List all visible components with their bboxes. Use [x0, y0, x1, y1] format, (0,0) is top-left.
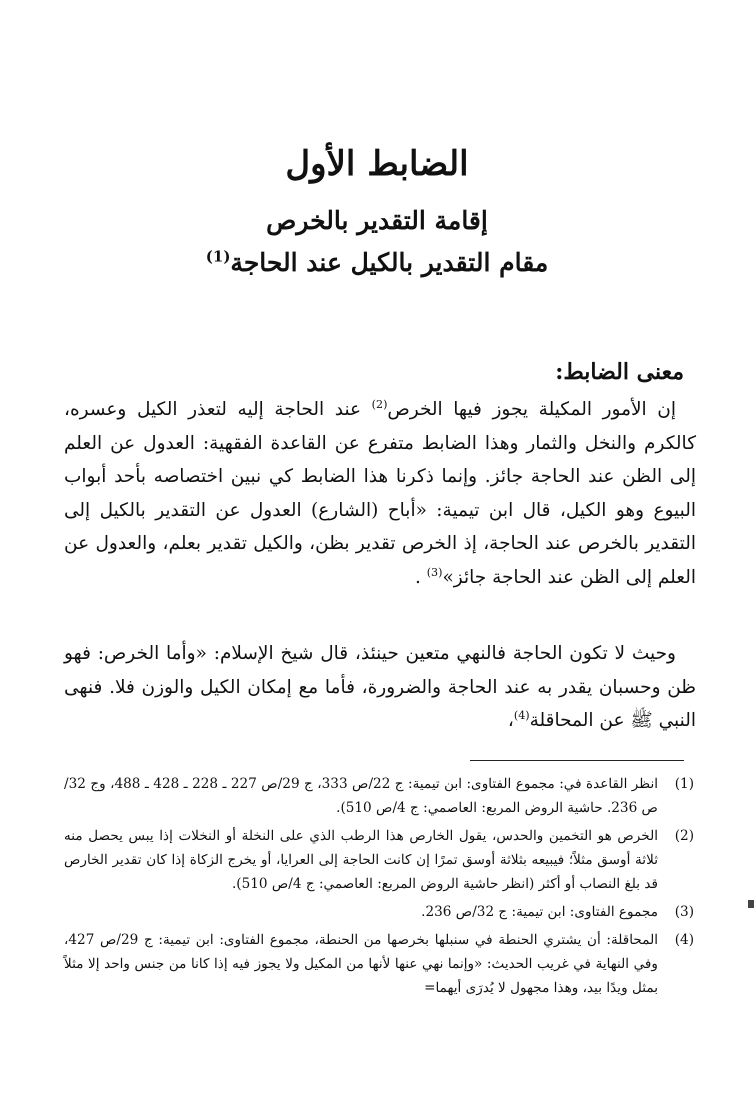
- footnote-number: (3): [674, 904, 694, 920]
- subtitle-2-text: مقام التقدير بالكيل عند الحاجة: [230, 248, 549, 277]
- scan-edge-mark: [748, 900, 754, 908]
- paragraph-2: [64, 637, 696, 738]
- footnote-number: (4): [674, 932, 694, 948]
- chapter-title: الضابط الأول: [285, 144, 469, 184]
- paragraph-1: [64, 393, 696, 594]
- paragraph-2-text-a: وحيث لا تكون الحاجة فالنهي متعين حينئذ، قال شيخ الإسلام: «وأما الخرص: فهو ظن وحسبان يقدر به عند الحاجة والضرورة، فأما مع إمكان الكيل والوزن فلا. فنهى النبي ﷺ عن المحاقلة: [64, 643, 696, 731]
- paragraph-1-text-a: إن الأمور المكيلة يجوز فيها الخرص: [387, 399, 677, 420]
- footnote-text: انظر القاعدة في: مجموع الفتاوى: ابن تيمية: ج 22/ص 333، ج 29/ص 227 ـ 228 ـ 428 ـ 488، وج 32/ص 236. حاشية الروض المربع: العاصمي: ج 4/ص 510).: [64, 776, 658, 816]
- footnote-text: المحاقلة: أن يشتري الحنطة في سنبلها بخرصها من الحنطة، مجموع الفتاوى: ابن تيمية: ج 29/ص 427، وفي النهاية في غريب الحديث: «وإنما نهي عنها لأنها من المكيل ولا يجوز فيه إذا كانا من جنس واحد إلا مثلاً بمثل ويدًا بيد، وهذا مجهول لا يُدرَى أيهما=: [64, 932, 658, 996]
- footnote-ref-3: (3): [426, 565, 443, 579]
- footnote-text: الخرص هو التخمين والحدس، يقول الخارص هذا الرطب الذي على النخلة أو النخلات إذا يبس يحصل منه ثلاثة أوسق مثلاً؛ فيبيعه بثلاثة أوسق تمرًا إن كانت الحاجة إلى العرايا، أو يخرج الزكاة إذا كان تقدير الخارص قد بلغ النصاب أو أكثر (انظر حاشية الروض المربع: العاصمي: ج 4/ص 510).: [64, 828, 658, 892]
- footnote-number: (2): [674, 828, 694, 844]
- footnote-ref-1: (1): [205, 247, 231, 266]
- footnotes: [64, 772, 694, 1004]
- paragraph-1-text-c: .: [414, 566, 427, 588]
- footnote-4: [64, 928, 694, 1000]
- footnote-number: (1): [674, 776, 694, 792]
- footnote-separator: [470, 760, 684, 761]
- paragraph-2-text-b: ،: [507, 710, 514, 731]
- section-heading: معنى الضابط:: [555, 359, 684, 385]
- footnote-2: [64, 824, 694, 896]
- footnote-ref-4: (4): [513, 708, 530, 722]
- subtitle-1: إقامة التقدير بالخرص: [266, 206, 488, 235]
- paragraph-1-text-b: عند الحاجة إليه لتعذر الكيل وعسره، كالكرم والنخل والثمار وهذا الضابط متفرع عن القاعدة الفقهية: العدول عن العلم إلى الظن عند الحاجة جائز. وإنما ذكرنا هذا الضابط كي نبين اختصاصه بأحد أبواب البيوع وهو الكيل، قال ابن تيمية: «أباح (الشارع) العدول عن التقدير بالكيل إلى التقدير بالخرص عند الحاجة، إذ الخرص تقدير بظن، والكيل تقدير بعلم، والعدول عن العلم إلى الظن عند الحاجة جائز»: [64, 399, 696, 588]
- footnote-text: مجموع الفتاوى: ابن تيمية: ج 32/ص 236.: [421, 904, 658, 920]
- footnote-ref-2: (2): [371, 397, 388, 411]
- footnote-1: [64, 772, 694, 820]
- subtitle-2: [0, 245, 754, 281]
- footnote-3: [64, 900, 694, 924]
